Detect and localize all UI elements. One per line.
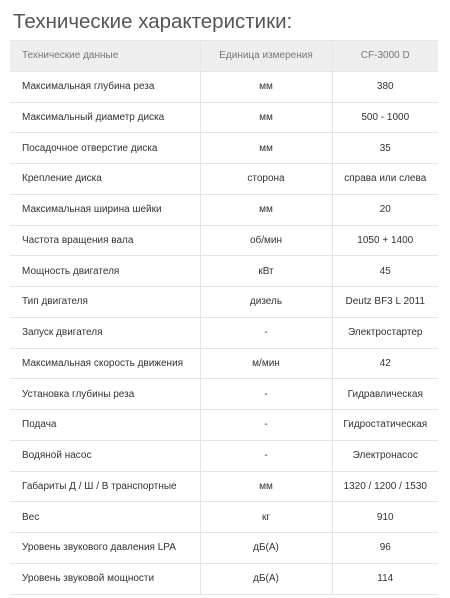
- spec-value: 96: [332, 533, 438, 564]
- spec-name: Максимальная скорость движения: [10, 348, 200, 379]
- spec-name: Габариты Д / Ш / В транспортные: [10, 471, 200, 502]
- table-row: [10, 440, 438, 471]
- spec-value: Электростартер: [332, 317, 438, 348]
- spec-value: 45: [332, 256, 438, 287]
- spec-name: Максимальный диаметр диска: [10, 102, 200, 133]
- table-row: [10, 256, 438, 287]
- table-row: [10, 133, 438, 164]
- spec-unit: мм: [200, 102, 332, 133]
- table-row: [10, 410, 438, 441]
- spec-value: 35: [332, 133, 438, 164]
- table-row: [10, 563, 438, 594]
- spec-unit: дБ(А): [200, 533, 332, 564]
- spec-value: 20: [332, 194, 438, 225]
- spec-value: Deutz BF3 L 2011: [332, 287, 438, 318]
- spec-unit: -: [200, 440, 332, 471]
- spec-value: 500 - 1000: [332, 102, 438, 133]
- table-row: [10, 287, 438, 318]
- spec-unit: мм: [200, 133, 332, 164]
- header-unit: Единица измерения: [200, 41, 332, 72]
- spec-name: Частота вращения вала: [10, 225, 200, 256]
- table-row: [10, 71, 438, 102]
- spec-unit: мм: [200, 194, 332, 225]
- table-header-row: [10, 41, 438, 72]
- spec-unit: кВт: [200, 256, 332, 287]
- spec-unit: дизель: [200, 287, 332, 318]
- page-title: Технические характеристики:: [13, 10, 293, 33]
- table-row: [10, 102, 438, 133]
- table-row: [10, 348, 438, 379]
- spec-unit: -: [200, 410, 332, 441]
- spec-name: Уровень звукового давления LPA: [10, 533, 200, 564]
- spec-value: 1320 / 1200 / 1530: [332, 471, 438, 502]
- spec-value: 380: [332, 71, 438, 102]
- table-row: [10, 502, 438, 533]
- table-row: [10, 533, 438, 564]
- spec-name: Уровень звуковой мощности: [10, 563, 200, 594]
- table-row: [10, 379, 438, 410]
- spec-name: Подача: [10, 410, 200, 441]
- spec-name: Установка глубины реза: [10, 379, 200, 410]
- specs-table: [10, 40, 438, 595]
- spec-name: Тип двигателя: [10, 287, 200, 318]
- spec-value: 910: [332, 502, 438, 533]
- spec-name: Вес: [10, 502, 200, 533]
- spec-unit: дБ(А): [200, 563, 332, 594]
- spec-name: Максимальная глубина реза: [10, 71, 200, 102]
- spec-value: 114: [332, 563, 438, 594]
- spec-value: Электронасос: [332, 440, 438, 471]
- spec-name: Максимальная ширина шейки: [10, 194, 200, 225]
- header-model: CF-3000 D: [332, 41, 438, 72]
- spec-name: Мощность двигателя: [10, 256, 200, 287]
- spec-name: Посадочное отверстие диска: [10, 133, 200, 164]
- table-row: [10, 225, 438, 256]
- spec-name: Водяной насос: [10, 440, 200, 471]
- spec-name: Крепление диска: [10, 164, 200, 195]
- spec-value: 1050 + 1400: [332, 225, 438, 256]
- table-row: [10, 164, 438, 195]
- table-body: [10, 71, 438, 594]
- spec-unit: кг: [200, 502, 332, 533]
- spec-unit: мм: [200, 71, 332, 102]
- spec-value: 42: [332, 348, 438, 379]
- spec-name: Запуск двигателя: [10, 317, 200, 348]
- spec-unit: м/мин: [200, 348, 332, 379]
- spec-value: Гидростатическая: [332, 410, 438, 441]
- table-row: [10, 317, 438, 348]
- spec-unit: мм: [200, 471, 332, 502]
- header-technical-data: Технические данные: [10, 41, 200, 72]
- spec-unit: сторона: [200, 164, 332, 195]
- table-row: [10, 471, 438, 502]
- spec-value: справа или слева: [332, 164, 438, 195]
- table-row: [10, 194, 438, 225]
- spec-unit: -: [200, 317, 332, 348]
- spec-unit: -: [200, 379, 332, 410]
- spec-value: Гидравлическая: [332, 379, 438, 410]
- spec-unit: об/мин: [200, 225, 332, 256]
